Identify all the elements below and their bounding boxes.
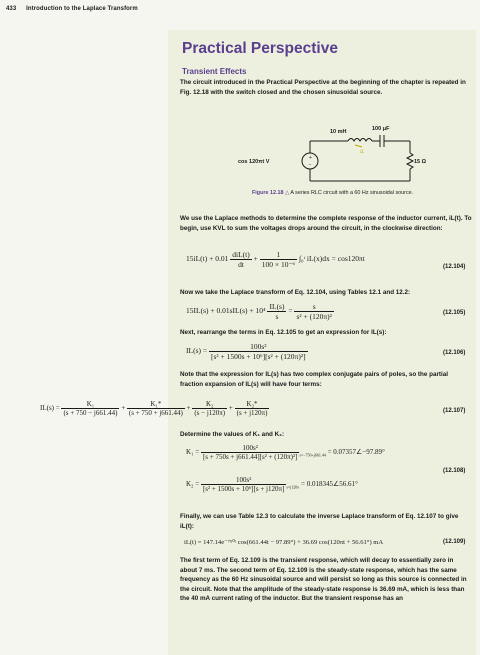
equation-12-109: iL(t) = 147.14e⁻⁷⁵⁰ᵗ cos(661.44t − 97.89°) + 36.69 cos(120πt + 56.61°) mA bbox=[184, 539, 384, 546]
paragraph-transient: The first term of Eq. 12.109 is the transient response, which will decay to essentially zero in about 7 ms. The second term of Eq. 12.109 is the steady-state response, which has the same frequency as the 60 Hz sinusoidal source and will persist so long as this source is connected in the circuit. Note that the amplitude of the steady-state response is 36.69 mA, which is less than the 40 mA current rating of the inductor. But the transient response has an bbox=[180, 557, 467, 603]
equation-12-108-k2: K₂ = $\frac{\text{100s²}}{\text{[s² + 1500s + 10⁶][s + j120π]}}$ $_{s=j120\pi}$ = 0.018345∠56.61° bbox=[186, 476, 358, 493]
source-label: cos 120πt V bbox=[238, 159, 270, 165]
equation-number: (12.106) bbox=[443, 350, 466, 356]
running-title: Introduction to the Laplace Transform bbox=[26, 6, 138, 12]
equation-12-104: 15iL(t) + 0.01 $\frac{\text{diL(t)}}{dt}$ + $\frac{1}{\text{100 × 10⁻⁶}}$ ∫₀ᵗ iL(x)dx = cos120πt bbox=[186, 250, 365, 269]
equation-12-107: IL(s) = $\frac{\text{K₁}}{(s + 750 - j661.44)}$ + $\frac{\text{K₁*}}{(s + 750 + j661.44)}$ + $\frac{\text{K₂}}{(s - j120\pi)}$ + $\frac{\text{K₂*}}{(s + j120\pi)}$ bbox=[40, 400, 268, 417]
paragraph-kvl: We use the Laplace methods to determine the complete response of the inductor current, iL(t). To begin, use KVL to sum the voltages drops around the circuit, in the clockwise direction: bbox=[180, 215, 472, 232]
equation-number: (12.109) bbox=[443, 539, 466, 545]
paragraph-poles: Note that the expression for IL(s) has two complex conjugate pairs of poles, so the partial fraction expansion of IL(s) will have four terms: bbox=[180, 371, 449, 388]
paragraph-determine: Determine the values of K₁ and K₂: bbox=[180, 431, 285, 438]
paragraph-rearrange: Next, rearrange the terms in Eq. 12.105 to get an expression for IL(s): bbox=[180, 329, 387, 336]
equation-12-106: IL(s) = $\frac{\text{100s²}}{\text{[s² + 1500s + 10⁶][s² + (120π)²]}}$ bbox=[186, 342, 306, 361]
svg-text:+: + bbox=[309, 155, 312, 161]
paragraph-laplace: Now we take the Laplace transform of Eq. 12.104, using Tables 12.1 and 12.2: bbox=[180, 289, 411, 296]
page-number: 433 bbox=[6, 6, 17, 12]
running-header bbox=[6, 6, 138, 12]
paragraph-intro: The circuit introduced in the Practical Perspective at the beginning of the chapter is repeated in Fig. 12.18 with the switch closed and the chosen sinusoidal source. bbox=[180, 79, 466, 96]
equation-number: (12.105) bbox=[443, 310, 466, 316]
figure-caption: Figure 12.18 △ A series RLC circuit with a 60 Hz sinusoidal source. bbox=[252, 190, 414, 196]
equation-12-105: 15IL(s) + 0.01sIL(s) + 10⁴ $\frac{IL(s)}{s}$ = $\frac{s}{\text{s² + (120π)²}}$ bbox=[186, 302, 332, 321]
equation-number: (12.104) bbox=[443, 264, 466, 270]
section-title: Practical Perspective bbox=[182, 40, 338, 57]
capacitor-label: 100 μF bbox=[372, 126, 390, 132]
paragraph-inverse: Finally, we can use Table 12.3 to calculate the inverse Laplace transform of Eq. 12.107 to give iL(t): bbox=[180, 513, 459, 530]
figure-caption-text: A series RLC circuit with a 60 Hz sinusoidal source. bbox=[290, 190, 414, 196]
section-subtitle: Transient Effects bbox=[182, 67, 247, 76]
equation-number: (12.108) bbox=[443, 468, 466, 474]
figure-label: Figure 12.18 bbox=[252, 190, 284, 196]
current-label: iL bbox=[360, 150, 365, 155]
svg-text:−: − bbox=[308, 162, 312, 168]
circuit-diagram bbox=[230, 123, 427, 187]
resistor-label: 15 Ω bbox=[414, 159, 427, 165]
equation-number: (12.107) bbox=[443, 408, 466, 414]
inductor-label: 10 mH bbox=[330, 129, 347, 135]
equation-12-108-k1: K₁ = $\frac{\text{100s²}}{\text{[s + 750s + j661.44][s² + (120π)²]}}$ $_{s=-750+j661.44}$ = 0.07357∠−97.89° bbox=[186, 444, 385, 461]
